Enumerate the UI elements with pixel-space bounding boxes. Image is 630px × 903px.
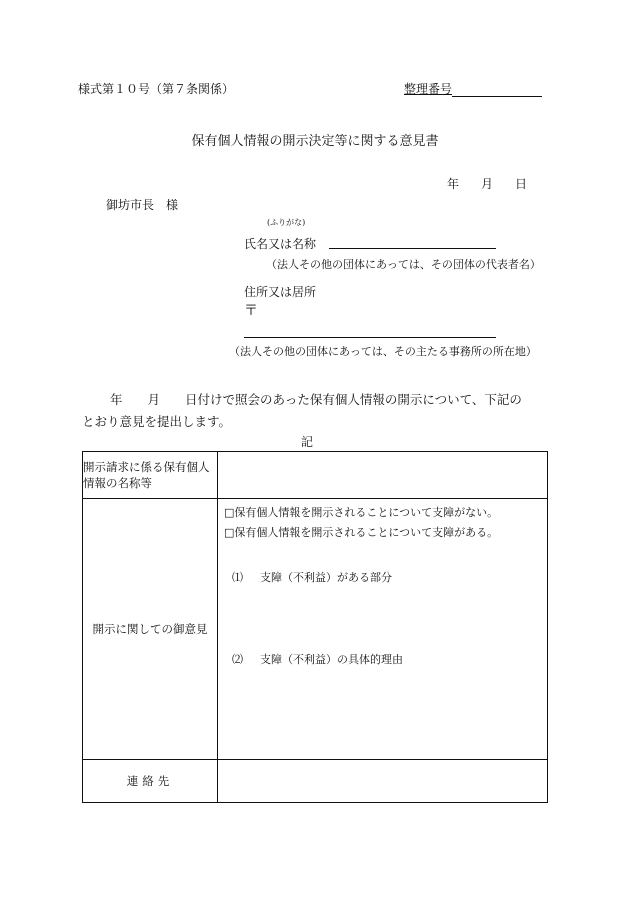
address-label: 住所又は居所: [244, 285, 317, 299]
document-title: 保有個人情報の開示決定等に関する意見書: [191, 134, 439, 149]
body-paragraph-line2: とおり意見を提出します。: [82, 414, 232, 429]
name-note: （法人その他の団体にあっては、その団体の代表者名）: [266, 258, 541, 271]
option-no-objection-checkbox[interactable]: □保有個人情報を開示されることについて支障がない。: [224, 506, 499, 519]
reference-number-field[interactable]: [452, 83, 542, 97]
ki-heading: 記: [301, 435, 314, 449]
postal-mark: 〒: [244, 303, 258, 319]
opinion-label: 開示に関しての御意見: [83, 499, 218, 760]
contact-label: 連絡先: [83, 760, 218, 803]
section-specific-reason: [232, 651, 403, 667]
address-note: （法人その他の団体にあっては、その主たる事務所の所在地）: [229, 345, 537, 358]
addressee: 御坊市長 様: [106, 198, 179, 212]
section-1-number: ⑴: [232, 571, 243, 584]
furigana-label: (ふりがな): [267, 218, 306, 227]
table-row: [83, 760, 548, 803]
opinion-table: [82, 451, 548, 803]
section-2-label: 支障（不利益）の具体的理由: [260, 653, 403, 666]
name-field-line[interactable]: [329, 248, 496, 249]
reference-number: [404, 80, 542, 97]
option-objection-checkbox[interactable]: □保有個人情報を開示されることについて支障がある。: [224, 526, 499, 539]
date-year-label: 年: [447, 177, 460, 191]
name-label: 氏名又は名称: [244, 237, 317, 251]
info-name-label: 開示請求に係る保有個人情報の名称等: [83, 452, 218, 499]
address-field-line[interactable]: [244, 337, 496, 338]
section-objectionable-part: [232, 569, 392, 585]
date-day-label: 日: [515, 177, 528, 191]
table-row: [83, 499, 548, 760]
reference-number-label: 整理番号: [404, 82, 453, 96]
body-paragraph-line1: 年 月 日付けで照会のあった保有個人情報の開示について、下記の: [110, 392, 522, 407]
opinion-field[interactable]: [218, 499, 548, 760]
info-name-field[interactable]: [218, 452, 548, 499]
table-row: [83, 452, 548, 499]
section-2-number: ⑵: [232, 653, 243, 666]
section-1-label: 支障（不利益）がある部分: [260, 571, 392, 584]
contact-field[interactable]: [218, 760, 548, 803]
form-number: 様式第１０号（第７条関係）: [78, 82, 235, 96]
date-month-label: 月: [481, 177, 494, 191]
